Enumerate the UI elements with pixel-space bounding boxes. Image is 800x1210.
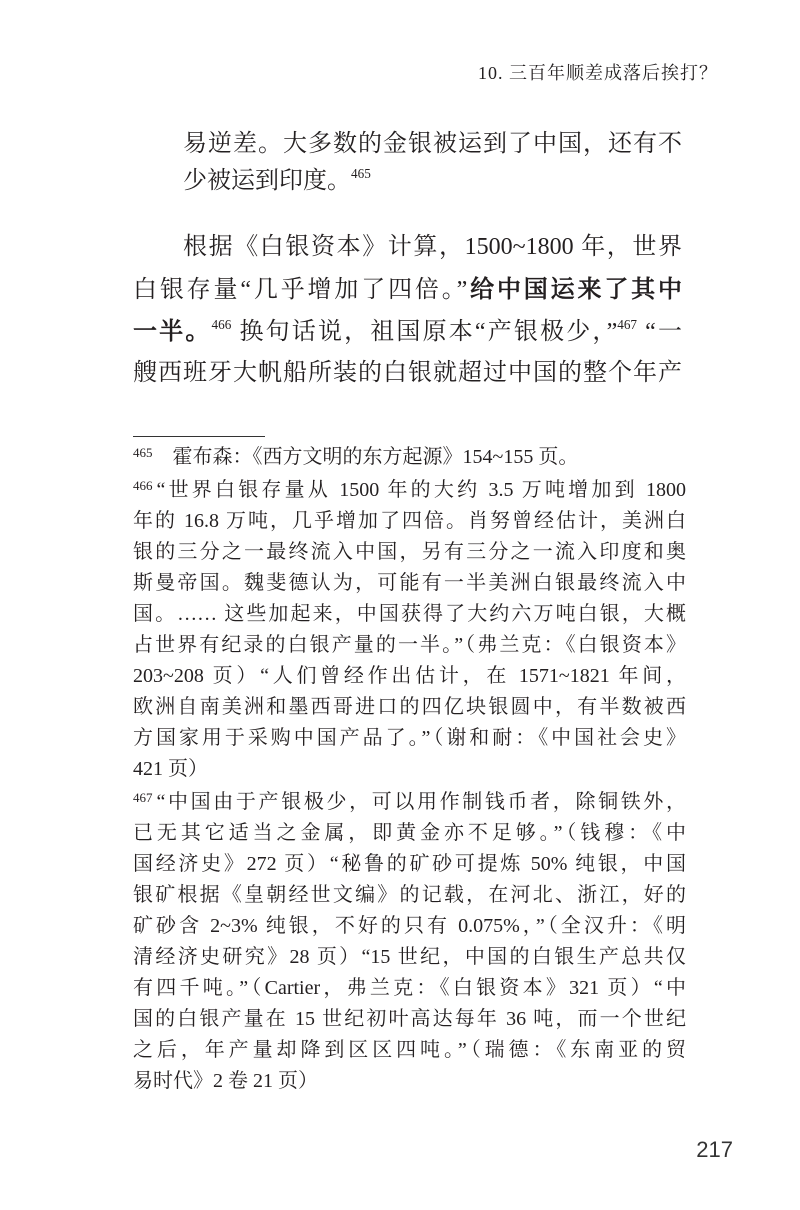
footnote-line: 占世界有纪录的白银产量的一半。”（弗兰克：《白银资本》 [133, 634, 686, 656]
footnote-number: 467 [133, 790, 153, 806]
footnote-line: 方国家用于采购中国产品了。”（谢和耐：《中国社会史》 [133, 727, 686, 749]
footnote-line: 清经济史研究》28 页）“15 世纪，中国的白银生产总共仅 [133, 946, 686, 968]
footnote-line [133, 442, 686, 473]
paragraph-line: 艘西班牙大帆船所装的白银就超过中国的整个年产 [133, 360, 682, 386]
footnote-line: 欧洲自南美洲和墨西哥进口的四亿块银圆中，有半数被西 [133, 696, 686, 718]
footnote-467 [133, 787, 686, 1097]
emphasis-text: 一半。 [133, 317, 212, 345]
footnote-line: 国经济史》272 页）“秘鲁的矿砂可提炼 50% 纯银，中国 [133, 853, 686, 875]
footnote-line: 年的 16.8 万吨，几乎增加了四倍。肖努曾经估计，美洲白 [133, 510, 686, 532]
footnote-465 [133, 442, 686, 473]
footnote-line: 斯曼帝国。魏斐德认为，可能有一半美洲白银最终流入中 [133, 572, 686, 594]
paragraph-text: 白银存量“几乎增加了四倍。” [133, 277, 468, 303]
paragraph-line [133, 268, 682, 310]
footnote-line: 已无其它适当之金属，即黄金亦不足够。”（钱穆：《中 [133, 822, 686, 844]
footnote-text: “中国由于产银极少，可以用作制钱币者，除铜铁外， [156, 791, 686, 813]
footnote-number: 466 [133, 478, 153, 494]
footnote-line: 矿砂含 2~3% 纯银，不好的只有 0.075%，”（全汉升：《明 [133, 915, 686, 937]
footnote-ref-465: 465 [351, 166, 371, 182]
footnote-line [133, 787, 686, 818]
footnote-line: 之后，年产量却降到区区四吨。”（瑞德：《东南亚的贸 [133, 1039, 686, 1061]
footnote-number: 465 [133, 445, 153, 461]
block-quote [183, 126, 682, 200]
body-paragraph [133, 226, 682, 394]
quote-line-text: 少被运到印度。 [183, 168, 351, 194]
footnote-line: 银的三分之一最终流入中国，另有三分之一流入印度和奥 [133, 541, 686, 563]
footnote-line: 203~208 页）“人们曾经作出估计，在 1571~1821 年间， [133, 665, 686, 687]
footnote-line [133, 475, 686, 506]
footnote-text: “世界白银存量从 1500 年的大约 3.5 万吨增加到 1800 [156, 479, 686, 501]
footnote-line: 国。…… 这些加起来，中国获得了大约六万吨白银，大概 [133, 603, 686, 625]
footnote-line: 易时代》2 卷 21 页） [133, 1070, 318, 1092]
footnote-466 [133, 475, 686, 785]
footnote-ref-466: 466 [211, 317, 232, 333]
page-number: 217 [696, 1137, 733, 1162]
running-header: 10. 三百年顺差成落后挨打？ [478, 63, 718, 83]
emphasis-text: 给中国运来了其中 [467, 275, 683, 303]
paragraph-line [133, 310, 682, 352]
footnote-line: 国的白银产量在 15 世纪初叶高达每年 36 吨，而一个世纪 [133, 1008, 686, 1030]
footnote-ref-467: 467 [617, 317, 638, 333]
footnote-line: 421 页） [133, 758, 208, 780]
quote-line [183, 163, 682, 200]
paragraph-line: 根据《白银资本》计算，1500~1800 年，世界 [183, 234, 682, 260]
footnote-divider [133, 436, 265, 437]
paragraph-text: “一 [637, 319, 682, 345]
footnote-line: 有四千吨。”（Cartier，弗兰克：《白银资本》321 页）“中 [133, 977, 686, 999]
paragraph-text: 换句话说，祖国原本“产银极少，” [231, 319, 618, 345]
footnote-text: 霍布森：《西方文明的东方起源》154~155 页。 [172, 446, 579, 468]
footnotes [133, 442, 686, 1099]
footnote-line: 银矿根据《皇朝经世文编》的记载，在河北、浙江，好的 [133, 884, 686, 906]
quote-line: 易逆差。大多数的金银被运到了中国，还有不 [183, 131, 682, 157]
